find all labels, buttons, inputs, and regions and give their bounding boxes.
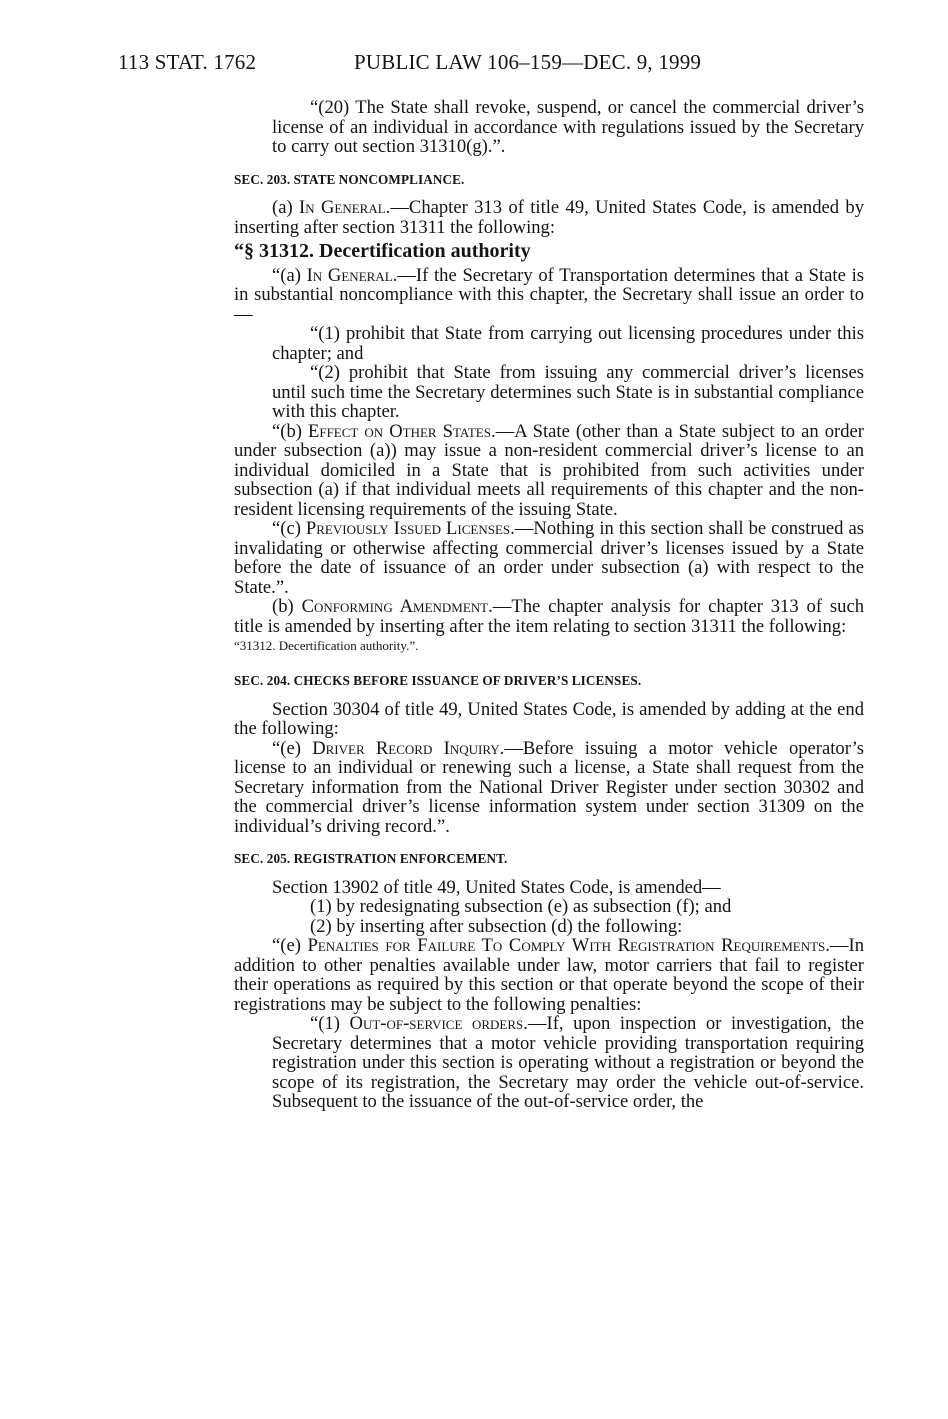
section-31312-subsection-b: “(b) Effect on Other States.—A State (other than a State subject to an order under subsection (a)) may issue a non-resident commercial driver’s license to an individual domiciled in a State that is prohibited from such activities under subsection (a) if that individual meets all requirements of this chapter and the non-resident licensing requirements of the issuing State. — [234, 420, 864, 520]
section-205-heading: SEC. 205. REGISTRATION ENFORCEMENT. — [234, 851, 508, 866]
section-204-subsection-e: “(e) Driver Record Inquiry.—Before issuing a motor vehicle operator’s license to an individual or renewing such a license, a State shall request from the Secretary information from the National Driver Register under section 30302 and the commercial driver’s license information system under section 31309 on the individual’s driving record.”. — [234, 737, 865, 837]
section-205-e-paragraph-1: “(1) Out-of-service orders.—If, upon inspection or investigation, the Secretary determines that a motor vehicle providing transportation requiring registration under this section is operating without a registration or beyond the scope of its registration, the Secretary may order the vehicle out-of-service. Subsequent to the issuance of the out-of-service order, the — [272, 1013, 864, 1112]
section-31312-paragraph-1: “(1) prohibit that State from carrying out licensing procedures under this chapter; and — [272, 323, 864, 364]
section-203-subsection-a: (a) In General.—Chapter 313 of title 49, United States Code, is amended by inserting after section 31311 the following: — [234, 197, 864, 238]
section-31312-subsection-c: “(c) Previously Issued Licenses.—Nothing in this section shall be construed as invalidating or otherwise affecting commercial driver’s licenses issued by a State before the date of issuance of an order under subsection (a) with respect to the State.”. — [234, 518, 864, 598]
paragraph-20: “(20) The State shall revoke, suspend, or cancel the commercial driver’s license of an individual in accordance with regulations issued by the Secretary to carry out section 31310(g).”. — [272, 97, 864, 157]
section-31312-paragraph-2: “(2) prohibit that State from issuing any commercial driver’s licenses until such time the Secretary determines such State is in substantial compliance with this chapter. — [272, 362, 864, 422]
document-body — [234, 98, 864, 1112]
section-31312-heading: “§ 31312. Decertification authority — [234, 240, 531, 262]
section-205-text: Section 13902 of title 49, United States Code, is amended— — [272, 876, 721, 898]
section-204-text: Section 30304 of title 49, United States Code, is amended by adding at the end the following: — [234, 698, 864, 739]
section-205-subsection-e: “(e) Penalties for Failure To Comply With Registration Requirements.—In addition to other penalties available under law, motor carriers that fail to register their operations as required by this section or that operate beyond the scope of their registrations may be subject to the following penalties: — [234, 935, 864, 1015]
section-203-subsection-b: (b) Conforming Amendment.—The chapter analysis for chapter 313 of such title is amended by inserting after the item relating to section 31311 the following: — [234, 596, 864, 637]
section-203-heading: SEC. 203. STATE NONCOMPLIANCE. — [234, 171, 465, 187]
statute-page-number: 113 STAT. 1762 — [118, 50, 257, 74]
section-205-paragraph-2: (2) by inserting after subsection (d) the following: — [310, 915, 683, 937]
section-31312-subsection-a: “(a) In General.—If the Secretary of Transportation determines that a State is in substantial noncompliance with this chapter, the Secretary shall issue an order to— — [234, 264, 864, 325]
section-204-heading: SEC. 204. CHECKS BEFORE ISSUANCE OF DRIVER’S LICENSES. — [234, 673, 642, 688]
public-law-citation: PUBLIC LAW 106–159—DEC. 9, 1999 — [354, 50, 702, 74]
chapter-analysis-item: “31312. Decertification authority.”. — [234, 638, 419, 653]
section-205-paragraph-1: (1) by redesignating subsection (e) as subsection (f); and — [310, 896, 732, 917]
